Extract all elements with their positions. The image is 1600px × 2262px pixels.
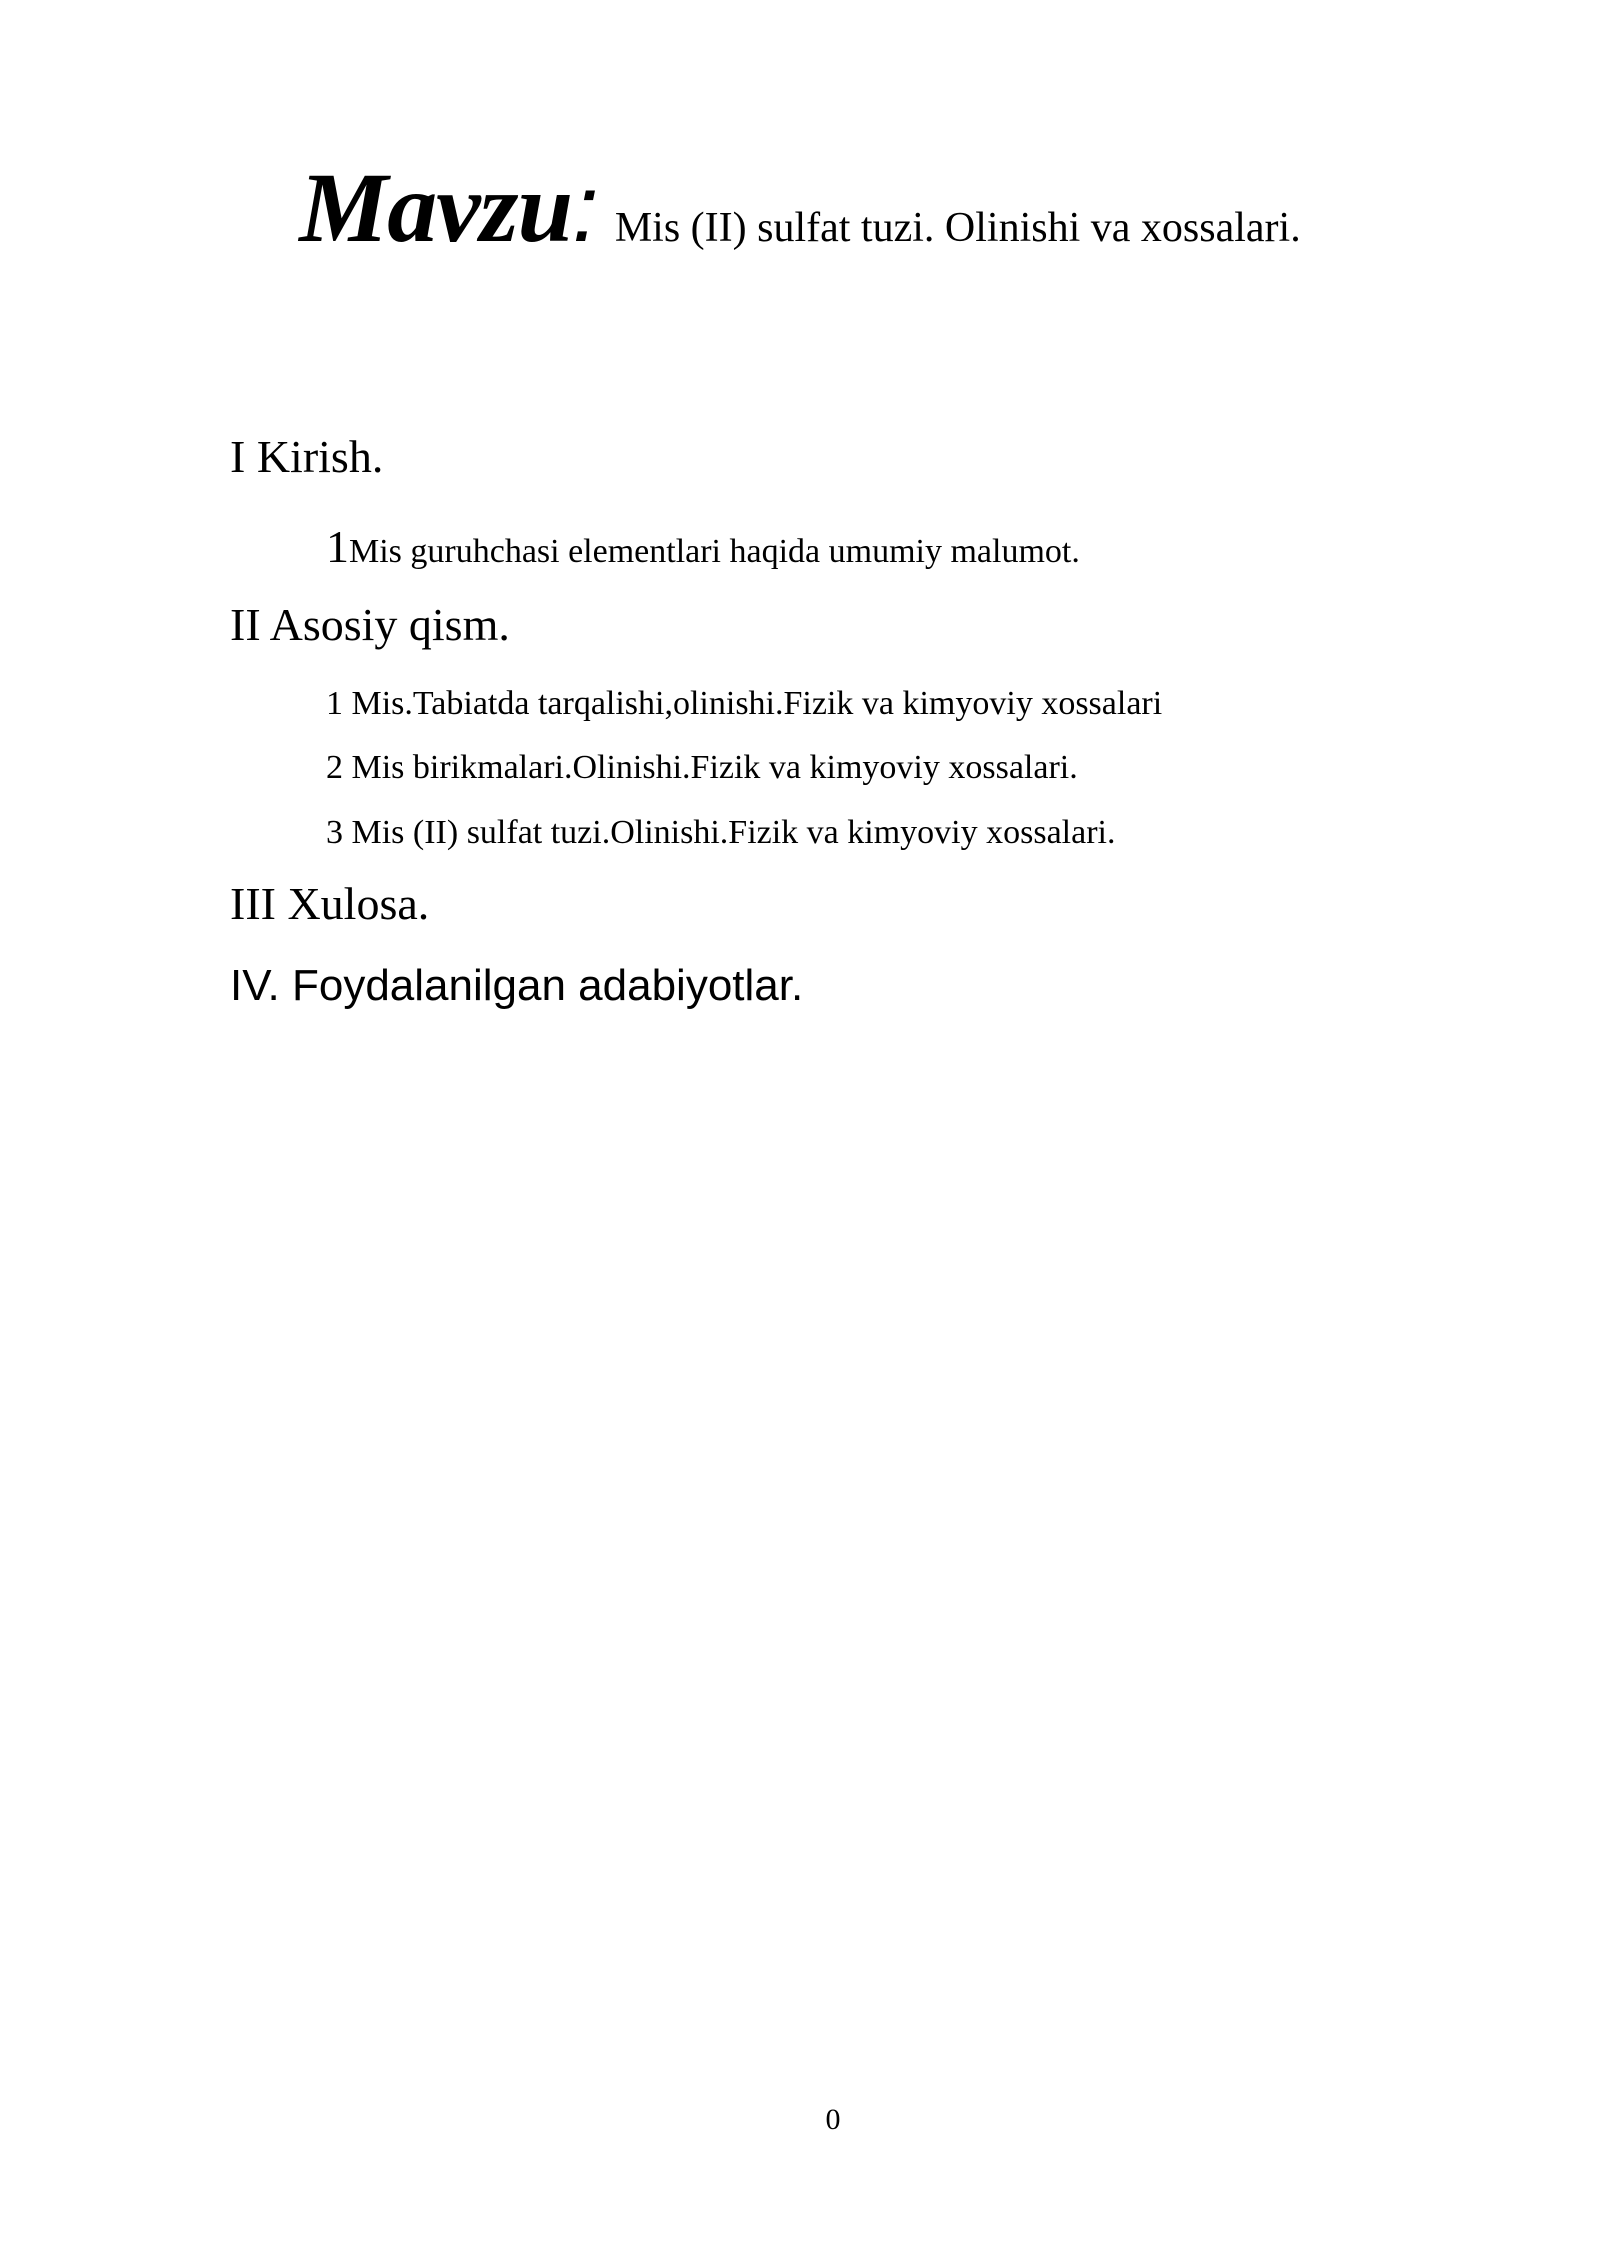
intro-item-number: 1 [326, 521, 349, 572]
main-item-2: 2 Mis birikmalari.Olinishi.Fizik va kimyoviy xossalari. [326, 749, 1078, 786]
main-item-3: 3 Mis (II) sulfat tuzi.Olinishi.Fizik va kimyoviy xossalari. [326, 814, 1116, 851]
document-title [0, 150, 1600, 265]
page-number: 0 [825, 2103, 841, 2136]
title-colon: : [572, 155, 599, 262]
main-item-1: 1 Mis.Tabiatda tarqalishi,olinishi.Fizik va kimyoviy xossalari [326, 685, 1163, 722]
section-heading-main: II Asosiy qism. [230, 599, 510, 650]
intro-item-text: Mis guruhchasi elementlari haqida umumiy malumot. [349, 533, 1080, 570]
section-heading-conclusion: III Xulosa. [230, 878, 430, 929]
section-heading-intro: I Kirish. [230, 431, 384, 482]
intro-item-1 [326, 520, 1080, 573]
title-label: Mavzu [299, 152, 573, 263]
section-heading-references: IV. Foydalanilgan adabiyotlar. [230, 961, 804, 1010]
title-topic: Mis (II) sulfat tuzi. Olinishi va xossalari. [614, 205, 1301, 251]
